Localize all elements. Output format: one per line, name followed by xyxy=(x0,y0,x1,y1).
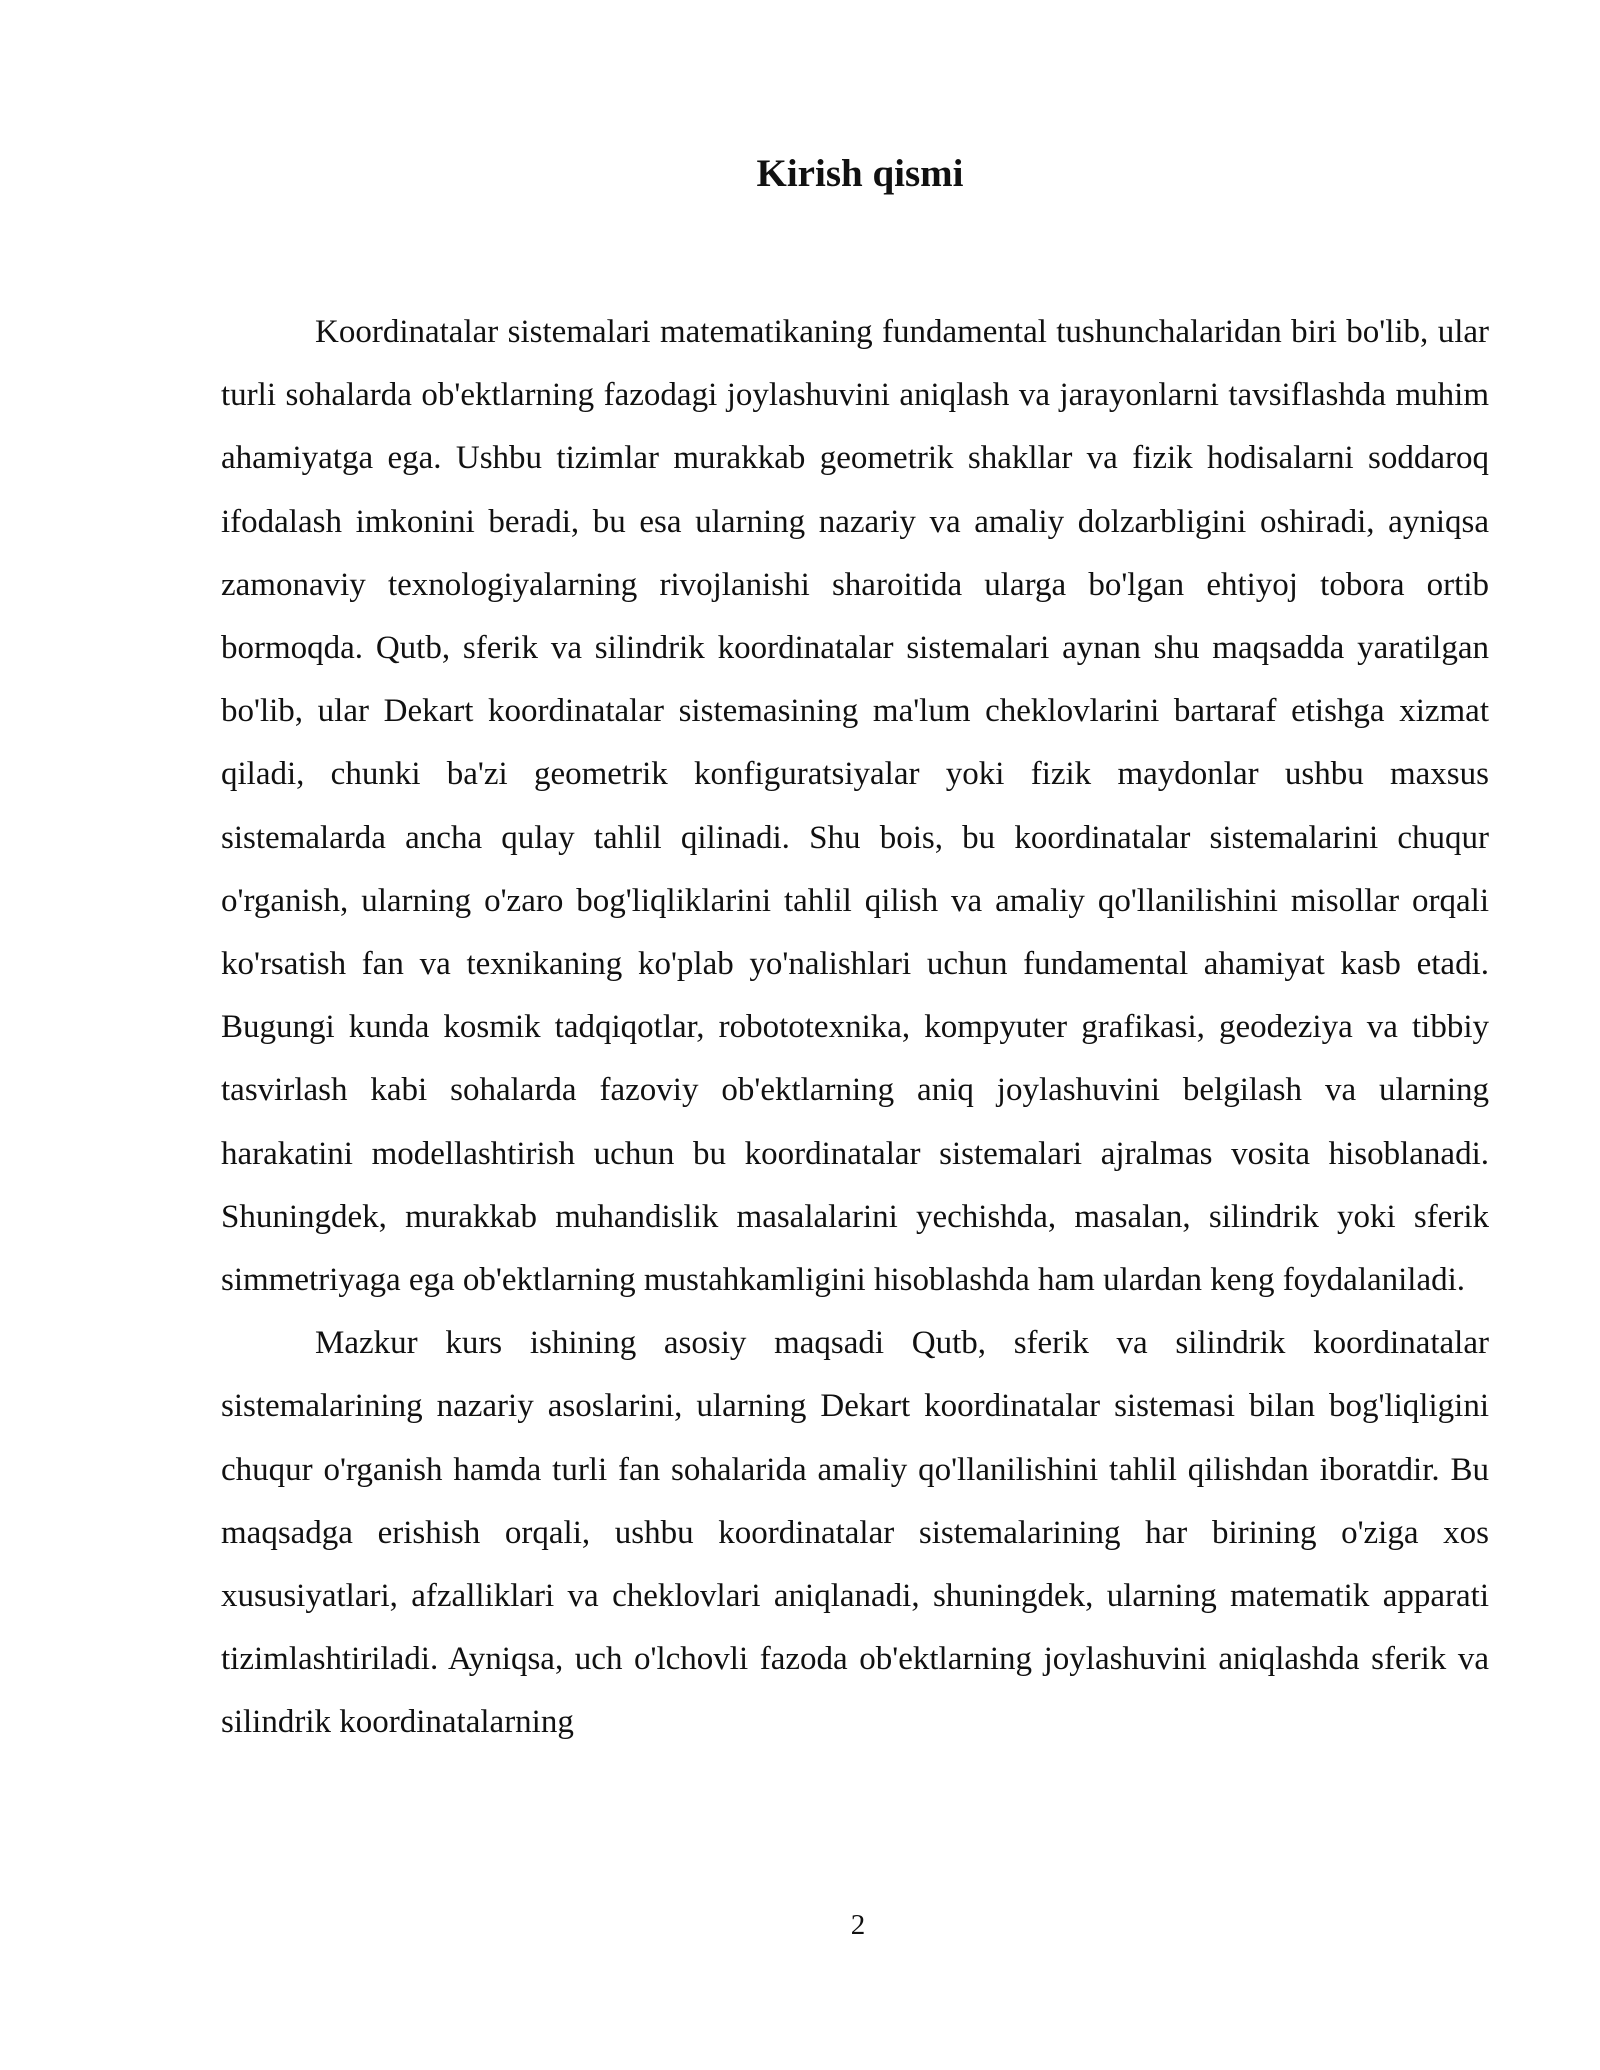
page-title: Kirish qismi xyxy=(756,152,964,195)
paragraph-2: Mazkur kurs ishining asosiy maqsadi Qutb, sferik va silindrik koordinatalar sistemalarining nazariy asoslarini, ularning Dekart koordinatalar sistemasi bilan bog'liqligini chuqur o'rganish hamda turli fan sohalarida amaliy qo'llanilishini tahlil qilishdan iboratdir. Bu maqsadga erishish orqali, ushbu koordinatalar sistemalarining har birining o'ziga xos xususiyatlari, afzalliklari va cheklovlari aniqlanadi, shuningdek, ularning matematik apparati tizimlashtiriladi. Ayniqsa, uch o'lchovli fazoda ob'ektlarning joylashuvini aniqlashda sferik va silindrik koordinatalarning xyxy=(221,1325,1489,1741)
paragraph-1: Koordinatalar sistemalari matematikaning fundamental tushunchalaridan biri bo'lib, ular turli sohalarda ob'ektlarning fazodagi joylashuvini aniqlash va jarayonlarni tavsiflashda muhim ahamiyatga ega. Ushbu tizimlar murakkab geometrik shakllar va fizik hodisalarni soddaroq ifodalash imkonini beradi, bu esa ularning nazariy va amaliy dolzarbligini oshiradi, ayniqsa zamonaviy texnologiyalarning rivojlanishi sharoitida ularga bo'lgan ehtiyoj tobora ortib bormoqda. Qutb, sferik va silindrik koordinatalar sistemalari aynan shu maqsadda yaratilgan bo'lib, ular Dekart koordinatalar sistemasining ma'lum cheklovlarini bartaraf etishga xizmat qiladi, chunki ba'zi geometrik konfiguratsiyalar yoki fizik maydonlar ushbu maxsus sistemalarda ancha qulay tahlil qilinadi. Shu bois, bu koordinatalar sistemalarini chuqur o'rganish, ularning o'zaro bog'liqliklarini tahlil qilish va amaliy qo'llanilishini misollar orqali ko'rsatish fan va texnikaning ko'plab yo'nalishlari uchun fundamental ahamiyat kasb etadi. Bugungi kunda kosmik tadqiqotlar, robototexnika, kompyuter grafikasi, geodeziya va tibbiy tasvirlash kabi sohalarda fazoviy ob'ektlarning aniq joylashuvini belgilash va ularning harakatini modellashtirish uchun bu koordinatalar sistemalari ajralmas vosita hisoblanadi. Shuningdek, murakkab muhandislik masalalarini yechishda, masalan, silindrik yoki sferik simmetriyaga ega ob'ektlarning mustahkamligini hisoblashda ham ulardan keng foydalaniladi. xyxy=(221,314,1489,1299)
body-text xyxy=(221,301,1489,1755)
page-number: 2 xyxy=(850,1909,866,1941)
